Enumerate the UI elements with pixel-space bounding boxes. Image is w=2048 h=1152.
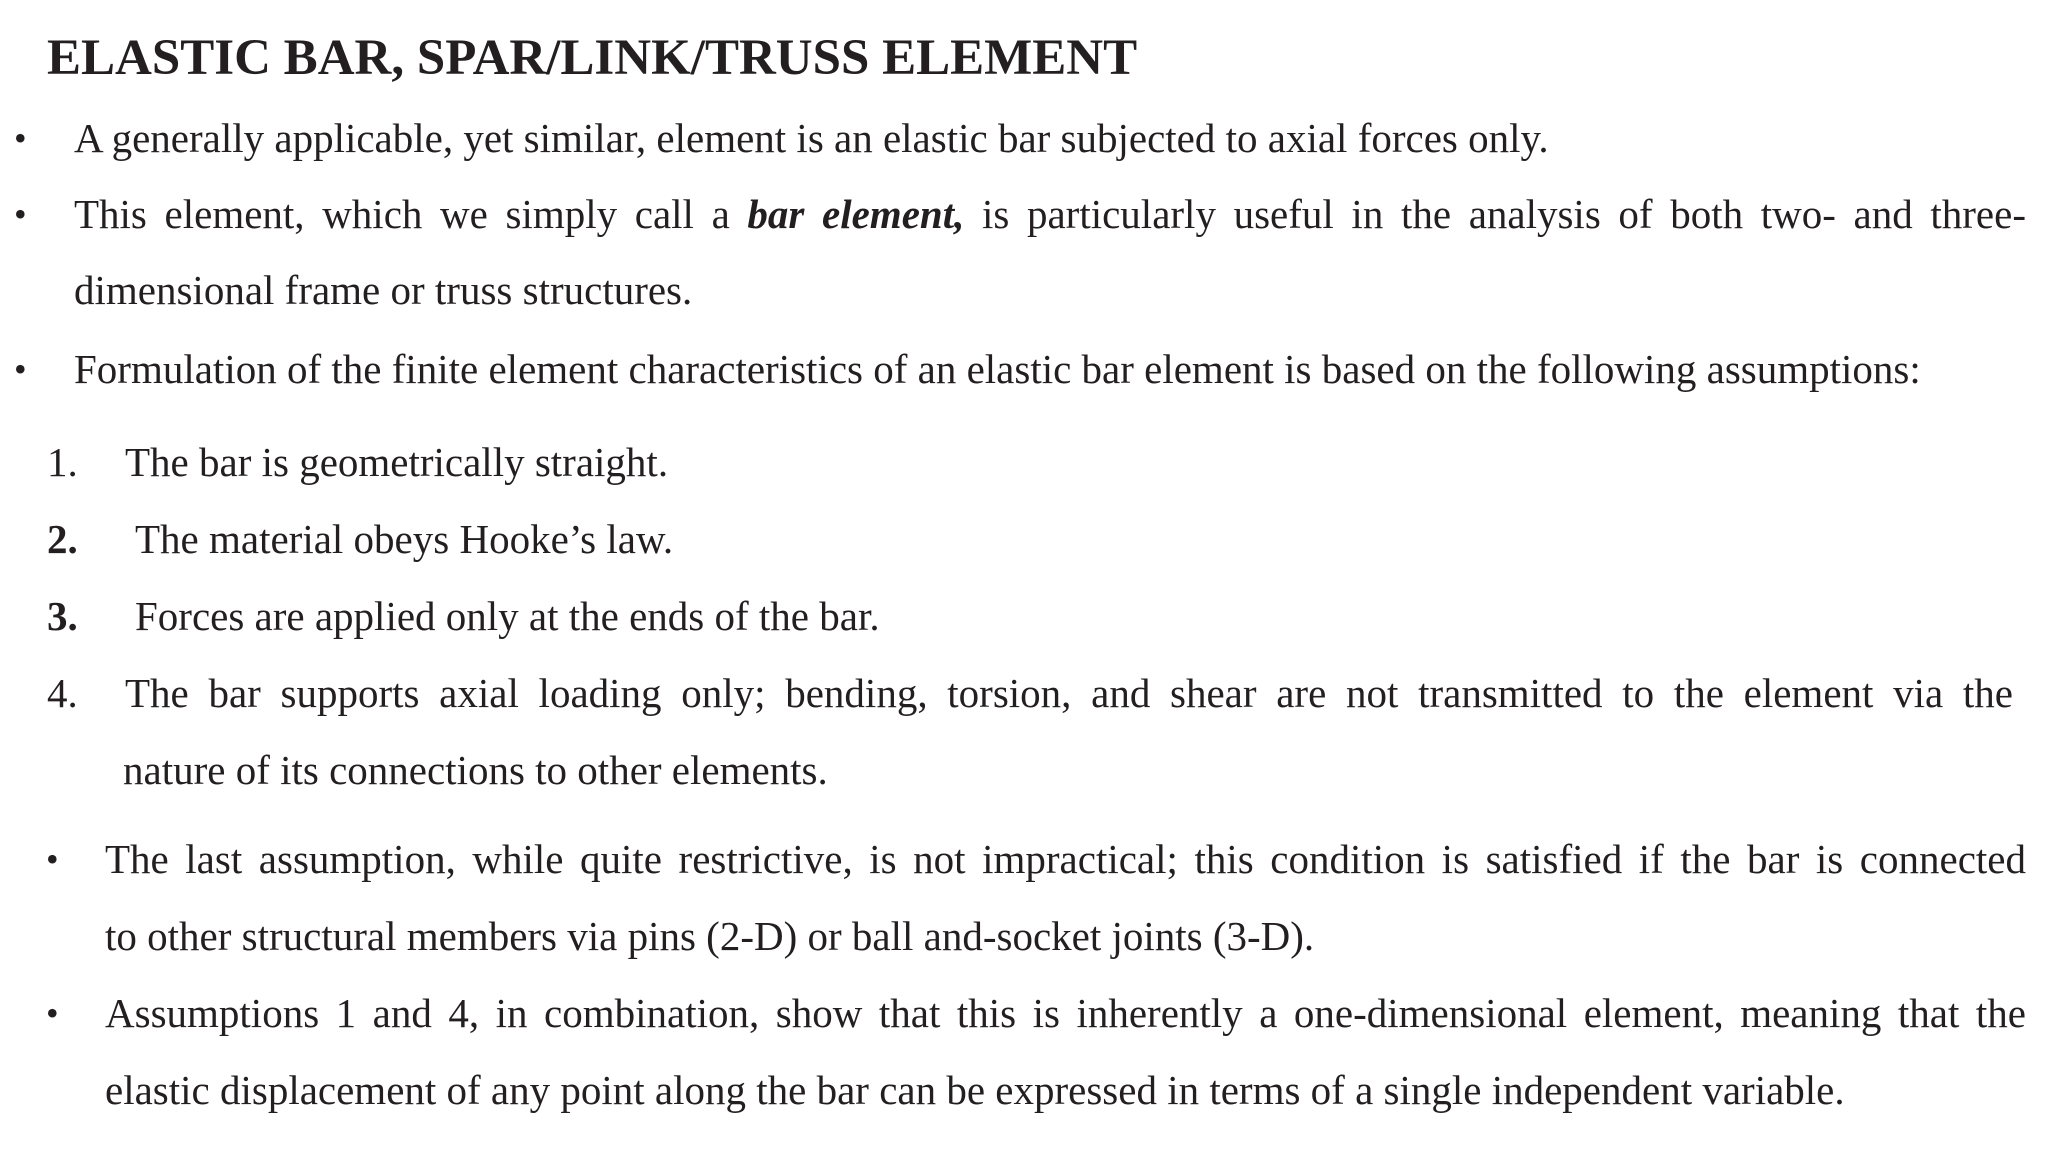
assumption-4-line-2: nature of its connections to other elements. [123,747,828,793]
assumption-3-text: Forces are applied only at the ends of the bar. [135,593,880,639]
bullet-2-text-post: is particularly useful in the analysis of both two- and three- [964,191,2026,237]
assumption-number: 3. [47,593,78,639]
bullet-4-line-1: The last assumption, while quite restrictive, is not impractical; this condition is satisfied if the bar is connected [105,836,2026,882]
bullet-marker: • [46,839,59,879]
bullet-1-text: A generally applicable, yet similar, element is an elastic bar subjected to axial forces only. [74,115,1549,161]
bullet-4-line-2: to other structural members via pins (2-D) or ball and-socket joints (3-D). [105,913,1315,959]
bullet-2-line-1 [74,190,2026,238]
assumption-number: 1. [47,439,78,485]
bullet-3-text: Formulation of the finite element characteristics of an elastic bar element is based on the following assumptions: [74,346,1921,392]
assumption-4-line-1: The bar supports axial loading only; bending, torsion, and shear are not transmitted to the element via the [125,670,2013,716]
bullet-2-line-2: dimensional frame or truss structures. [74,267,693,313]
assumption-number: 2. [47,516,78,562]
bullet-5-line-2: elastic displacement of any point along the bar can be expressed in terms of a single independent variable. [105,1067,1845,1113]
bar-element-term: bar element, [747,191,965,237]
slide-title: ELASTIC BAR, SPAR/LINK/TRUSS ELEMENT [47,30,1138,86]
bullet-2-text-pre: This element, which we simply call a [74,191,748,237]
bullet-marker: • [46,993,59,1033]
bullet-marker: • [14,118,27,158]
assumption-2-text: The material obeys Hooke’s law. [135,516,674,562]
bullet-marker: • [14,349,27,389]
assumption-1-text: The bar is geometrically straight. [125,439,669,485]
assumption-number: 4. [47,670,78,716]
bullet-marker: • [14,194,27,234]
bullet-5-line-1: Assumptions 1 and 4, in combination, show that this is inherently a one-dimensional element, meaning that the [105,990,2026,1036]
